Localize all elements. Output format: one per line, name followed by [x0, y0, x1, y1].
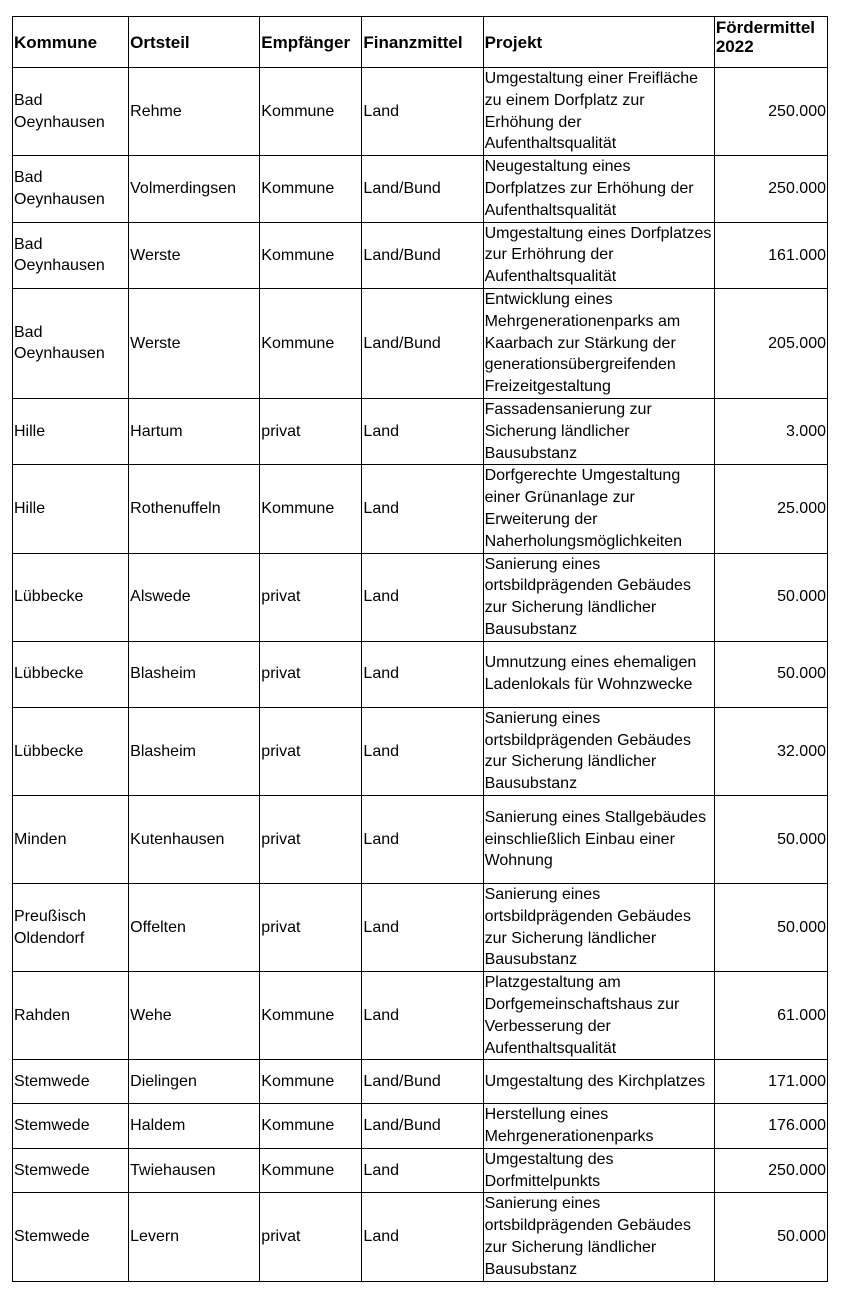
- cell-foerdermittel: 32.000: [714, 707, 827, 795]
- header-foerdermittel: Fördermittel 2022: [714, 17, 827, 68]
- cell-foerdermittel: 161.000: [714, 222, 827, 288]
- cell-finanzmittel: Land/Bund: [362, 156, 483, 222]
- cell-ortsteil: Wehe: [129, 972, 260, 1060]
- cell-ortsteil: Dielingen: [129, 1060, 260, 1104]
- cell-ortsteil: Werste: [129, 288, 260, 398]
- cell-foerdermittel: 50.000: [714, 883, 827, 971]
- cell-kommune: Hille: [13, 465, 129, 553]
- table-row: [13, 222, 828, 288]
- cell-finanzmittel: Land/Bund: [362, 222, 483, 288]
- cell-empfaenger: Kommune: [260, 465, 362, 553]
- table-row: [13, 156, 828, 222]
- cell-finanzmittel: Land: [362, 883, 483, 971]
- cell-projekt: Neugestaltung eines Dorfplatzes zur Erhöhung der Aufenthaltsqualität: [483, 156, 714, 222]
- cell-kommune: Lübbecke: [13, 553, 129, 641]
- cell-empfaenger: privat: [260, 398, 362, 464]
- table-row: [13, 883, 828, 971]
- cell-kommune: Lübbecke: [13, 641, 129, 707]
- cell-finanzmittel: Land/Bund: [362, 1104, 483, 1149]
- cell-foerdermittel: 50.000: [714, 553, 827, 641]
- cell-kommune: Stemwede: [13, 1193, 129, 1281]
- cell-projekt: Umgestaltung eines Dorfplatzes zur Erhöhrung der Aufenthaltsqualität: [483, 222, 714, 288]
- cell-projekt: Fassadensanierung zur Sicherung ländlicher Bausubstanz: [483, 398, 714, 464]
- cell-empfaenger: privat: [260, 641, 362, 707]
- cell-kommune: Stemwede: [13, 1148, 129, 1193]
- table-body: [13, 68, 828, 1282]
- cell-foerdermittel: 3.000: [714, 398, 827, 464]
- cell-kommune: Hille: [13, 398, 129, 464]
- cell-finanzmittel: Land: [362, 553, 483, 641]
- table-row: [13, 465, 828, 553]
- cell-empfaenger: Kommune: [260, 1104, 362, 1149]
- table-row: [13, 553, 828, 641]
- cell-empfaenger: privat: [260, 883, 362, 971]
- cell-finanzmittel: Land/Bund: [362, 1060, 483, 1104]
- cell-projekt: Umgestaltung des Kirchplatzes: [483, 1060, 714, 1104]
- table-row: [13, 1104, 828, 1149]
- cell-projekt: Dorfgerechte Umgestaltung einer Grünanlage zur Erweiterung der Naherholungsmöglichkeiten: [483, 465, 714, 553]
- cell-finanzmittel: Land: [362, 1193, 483, 1281]
- cell-kommune: Preußisch Oldendorf: [13, 883, 129, 971]
- table-row: [13, 1060, 828, 1104]
- cell-finanzmittel: Land: [362, 972, 483, 1060]
- cell-finanzmittel: Land: [362, 641, 483, 707]
- cell-finanzmittel: Land: [362, 398, 483, 464]
- cell-foerdermittel: 61.000: [714, 972, 827, 1060]
- table-row: [13, 288, 828, 398]
- cell-kommune: Lübbecke: [13, 707, 129, 795]
- cell-ortsteil: Rothenuffeln: [129, 465, 260, 553]
- cell-empfaenger: privat: [260, 707, 362, 795]
- cell-projekt: Sanierung eines ortsbildprägenden Gebäudes zur Sicherung ländlicher Bausubstanz: [483, 883, 714, 971]
- table-row: [13, 972, 828, 1060]
- cell-foerdermittel: 50.000: [714, 641, 827, 707]
- cell-projekt: Sanierung eines ortsbildprägenden Gebäudes zur Sicherung ländlicher Bausubstanz: [483, 553, 714, 641]
- cell-foerdermittel: 25.000: [714, 465, 827, 553]
- table-row: [13, 68, 828, 156]
- cell-finanzmittel: Land: [362, 1148, 483, 1193]
- cell-foerdermittel: 50.000: [714, 795, 827, 883]
- cell-foerdermittel: 250.000: [714, 156, 827, 222]
- cell-ortsteil: Blasheim: [129, 707, 260, 795]
- cell-finanzmittel: Land: [362, 707, 483, 795]
- table-row: [13, 1148, 828, 1193]
- cell-empfaenger: privat: [260, 553, 362, 641]
- table-row: [13, 1193, 828, 1281]
- cell-empfaenger: Kommune: [260, 1060, 362, 1104]
- cell-empfaenger: Kommune: [260, 68, 362, 156]
- cell-empfaenger: Kommune: [260, 222, 362, 288]
- cell-empfaenger: Kommune: [260, 1148, 362, 1193]
- cell-ortsteil: Alswede: [129, 553, 260, 641]
- cell-kommune: Bad Oeynhausen: [13, 68, 129, 156]
- table-row: [13, 707, 828, 795]
- cell-kommune: Bad Oeynhausen: [13, 222, 129, 288]
- cell-ortsteil: Offelten: [129, 883, 260, 971]
- cell-ortsteil: Blasheim: [129, 641, 260, 707]
- cell-ortsteil: Hartum: [129, 398, 260, 464]
- cell-foerdermittel: 205.000: [714, 288, 827, 398]
- header-empfaenger: Empfänger: [260, 17, 362, 68]
- cell-ortsteil: Twiehausen: [129, 1148, 260, 1193]
- cell-empfaenger: Kommune: [260, 156, 362, 222]
- cell-foerdermittel: 250.000: [714, 1148, 827, 1193]
- funding-table: [12, 16, 828, 1282]
- cell-finanzmittel: Land: [362, 68, 483, 156]
- cell-projekt: Sanierung eines ortsbildprägenden Gebäudes zur Sicherung ländlicher Bausubstanz: [483, 707, 714, 795]
- cell-kommune: Bad Oeynhausen: [13, 156, 129, 222]
- cell-empfaenger: Kommune: [260, 972, 362, 1060]
- cell-ortsteil: Kutenhausen: [129, 795, 260, 883]
- header-finanzmittel: Finanzmittel: [362, 17, 483, 68]
- header-kommune: Kommune: [13, 17, 129, 68]
- cell-foerdermittel: 250.000: [714, 68, 827, 156]
- table-row: [13, 641, 828, 707]
- cell-ortsteil: Rehme: [129, 68, 260, 156]
- cell-ortsteil: Haldem: [129, 1104, 260, 1149]
- cell-empfaenger: privat: [260, 795, 362, 883]
- cell-empfaenger: Kommune: [260, 288, 362, 398]
- cell-projekt: Umnutzung eines ehemaligen Ladenlokals für Wohnzwecke: [483, 641, 714, 707]
- cell-kommune: Rahden: [13, 972, 129, 1060]
- cell-projekt: Umgestaltung des Dorfmittelpunkts: [483, 1148, 714, 1193]
- cell-kommune: Stemwede: [13, 1104, 129, 1149]
- cell-ortsteil: Werste: [129, 222, 260, 288]
- cell-finanzmittel: Land/Bund: [362, 288, 483, 398]
- cell-foerdermittel: 50.000: [714, 1193, 827, 1281]
- cell-ortsteil: Levern: [129, 1193, 260, 1281]
- cell-kommune: Minden: [13, 795, 129, 883]
- cell-foerdermittel: 176.000: [714, 1104, 827, 1149]
- cell-finanzmittel: Land: [362, 795, 483, 883]
- cell-projekt: Entwicklung eines Mehrgenerationenparks am Kaarbach zur Stärkung der generationsübergreifenden Freizeitgestaltung: [483, 288, 714, 398]
- cell-ortsteil: Volmerdingsen: [129, 156, 260, 222]
- header-projekt: Projekt: [483, 17, 714, 68]
- cell-projekt: Herstellung eines Mehrgenerationenparks: [483, 1104, 714, 1149]
- cell-foerdermittel: 171.000: [714, 1060, 827, 1104]
- table-row: [13, 398, 828, 464]
- cell-projekt: Sanierung eines ortsbildprägenden Gebäudes zur Sicherung ländlicher Bausubstanz: [483, 1193, 714, 1281]
- cell-projekt: Umgestaltung einer Freifläche zu einem Dorfplatz zur Erhöhung der Aufenthaltsqualität: [483, 68, 714, 156]
- cell-projekt: Platzgestaltung am Dorfgemeinschaftshaus zur Verbesserung der Aufenthaltsqualität: [483, 972, 714, 1060]
- cell-finanzmittel: Land: [362, 465, 483, 553]
- cell-empfaenger: privat: [260, 1193, 362, 1281]
- cell-projekt: Sanierung eines Stallgebäudes einschließlich Einbau einer Wohnung: [483, 795, 714, 883]
- table-header-row: [13, 17, 828, 68]
- header-ortsteil: Ortsteil: [129, 17, 260, 68]
- table-row: [13, 795, 828, 883]
- cell-kommune: Stemwede: [13, 1060, 129, 1104]
- cell-kommune: Bad Oeynhausen: [13, 288, 129, 398]
